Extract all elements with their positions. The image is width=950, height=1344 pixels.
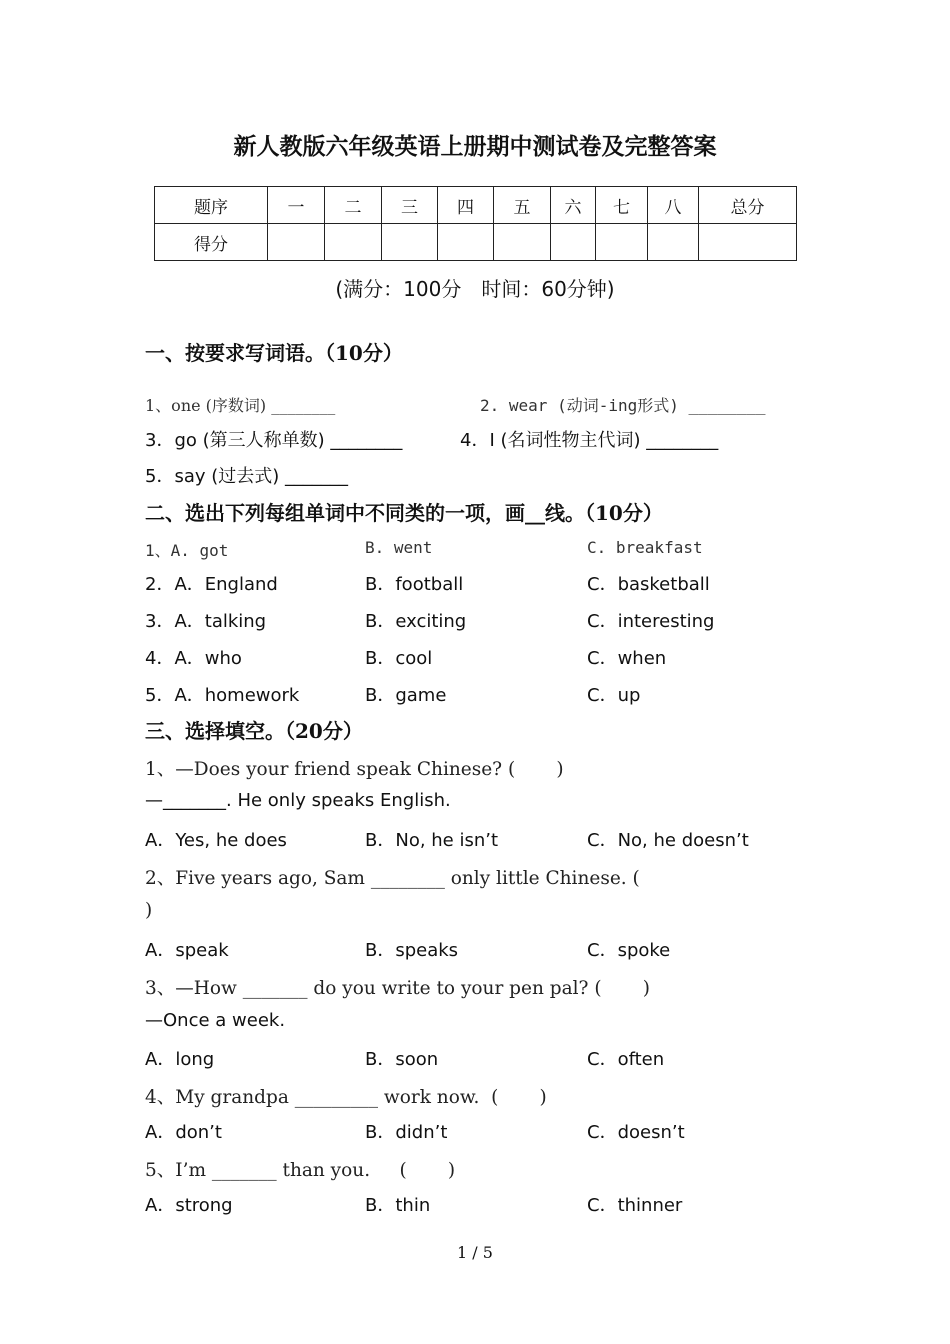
header-cell: 八 xyxy=(648,187,699,224)
exam-info: (满分：100分 时间：60分钟) xyxy=(335,277,615,301)
header-cell: 七 xyxy=(596,187,648,224)
question-stem: 2、Five years ago, Sam ________ only little Chinese. ( xyxy=(145,868,640,889)
question-option: B．soon xyxy=(365,1049,439,1070)
score-table-score-row xyxy=(155,224,797,261)
question-option: A．speak xyxy=(145,940,229,961)
score-cell[interactable] xyxy=(596,224,648,261)
score-cell[interactable] xyxy=(648,224,699,261)
question-option: B．thin xyxy=(365,1195,431,1216)
section2-option: B. went xyxy=(365,538,433,557)
section2-option: B．exciting xyxy=(365,611,467,632)
question-stem: 4、My grandpa _________ work now. ( ) xyxy=(145,1087,547,1108)
section1-heading: 一、按要求写词语。（10分） xyxy=(145,341,403,365)
header-cell: 总分 xyxy=(699,187,797,224)
section2-option: 2．A．England xyxy=(145,574,278,595)
score-cell[interactable] xyxy=(438,224,494,261)
section1-item: 3．go (第三人称单数) ________ xyxy=(145,430,403,451)
row-label: 得分 xyxy=(155,224,268,261)
question-option: B．speaks xyxy=(365,940,459,961)
question-option: A．strong xyxy=(145,1195,233,1216)
question-line: —Once a week. xyxy=(145,1010,286,1031)
header-cell: 二 xyxy=(325,187,382,224)
score-table-header-row xyxy=(155,187,797,224)
question-line: ) xyxy=(145,900,153,921)
section2-option: B．game xyxy=(365,685,447,706)
question-option: A．long xyxy=(145,1049,215,1070)
header-cell: 一 xyxy=(268,187,325,224)
score-cell[interactable] xyxy=(551,224,596,261)
section1-item: 2. wear (动词-ing形式) ________ xyxy=(480,396,766,415)
header-cell: 题序 xyxy=(155,187,268,224)
question-option: B．No, he isn’t xyxy=(365,830,499,851)
question-option: C．thinner xyxy=(587,1195,683,1216)
score-cell[interactable] xyxy=(494,224,551,261)
page-number: 1 / 5 xyxy=(457,1243,493,1262)
section2-option: C．when xyxy=(587,648,667,669)
section2-option: C. breakfast xyxy=(587,538,703,557)
score-table xyxy=(154,186,797,261)
question-stem: 5、I’m _______ than you. ( ) xyxy=(145,1160,456,1181)
question-option: C．No, he doesn’t xyxy=(587,830,749,851)
section1-item: 1、one (序数词) ________ xyxy=(145,396,336,415)
question-option: A．Yes, he does xyxy=(145,830,287,851)
section2-option: C．interesting xyxy=(587,611,715,632)
question-option: A．don’t xyxy=(145,1122,222,1143)
score-cell[interactable] xyxy=(382,224,438,261)
question-stem: 3、—How _______ do you write to your pen pal? ( ) xyxy=(145,978,650,999)
score-cell[interactable] xyxy=(325,224,382,261)
question-option: B．didn’t xyxy=(365,1122,448,1143)
header-cell: 四 xyxy=(438,187,494,224)
section2-option: C．basketball xyxy=(587,574,710,595)
page-title: 新人教版六年级英语上册期中测试卷及完整答案 xyxy=(233,133,717,160)
section1-item: 4．I (名词性物主代词) ________ xyxy=(460,430,719,451)
score-cell[interactable] xyxy=(268,224,325,261)
section2-option: C．up xyxy=(587,685,641,706)
header-cell: 三 xyxy=(382,187,438,224)
section1-item: 5．say (过去式) _______ xyxy=(145,466,349,487)
question-option: C．spoke xyxy=(587,940,671,961)
header-cell: 五 xyxy=(494,187,551,224)
section2-heading: 二、选出下列每组单词中不同类的一项，画__线。（10分） xyxy=(145,501,663,525)
question-stem: 1、—Does your friend speak Chinese? ( ) xyxy=(145,759,564,780)
header-cell: 六 xyxy=(551,187,596,224)
section2-option: 1、A. got xyxy=(145,541,229,560)
section3-heading: 三、选择填空。（20分） xyxy=(145,719,363,743)
section2-option: B．cool xyxy=(365,648,433,669)
section2-option: 3．A．talking xyxy=(145,611,267,632)
question-line: —_______. He only speaks English. xyxy=(145,790,451,811)
question-option: C．doesn’t xyxy=(587,1122,685,1143)
section2-option: 4．A．who xyxy=(145,648,242,669)
section2-option: 5．A．homework xyxy=(145,685,300,706)
score-cell[interactable] xyxy=(699,224,797,261)
question-option: C．often xyxy=(587,1049,665,1070)
section2-option: B．football xyxy=(365,574,464,595)
